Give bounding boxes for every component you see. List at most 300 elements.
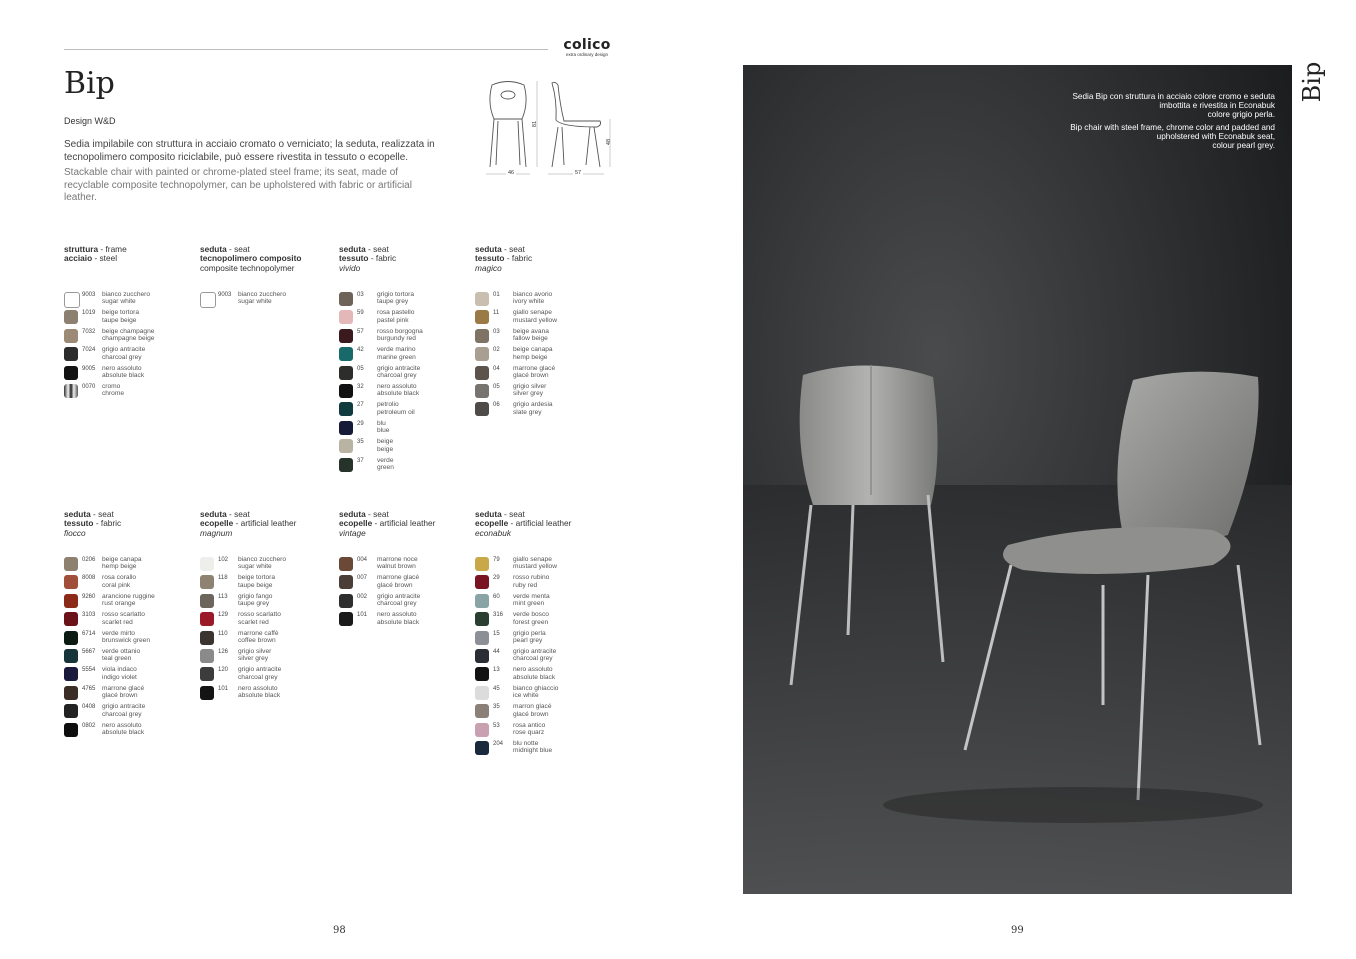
color-swatch xyxy=(200,667,214,681)
swatch-name xyxy=(377,401,415,416)
swatch-name-italian: bianco zucchero xyxy=(238,291,287,298)
swatch-name xyxy=(102,630,150,645)
brand-name: colico xyxy=(563,37,611,53)
swatch-item xyxy=(475,346,605,363)
swatch-name-italian: viola indaco xyxy=(102,666,137,674)
swatch-name xyxy=(513,309,557,324)
swatch-item xyxy=(64,556,194,573)
swatch-name-italian: grigio perla xyxy=(513,629,546,637)
color-swatch xyxy=(339,421,353,435)
color-swatch xyxy=(475,310,489,324)
swatch-name-english: ruby red xyxy=(513,581,538,589)
swatch-code: 44 xyxy=(493,649,500,655)
swatch-name-english: absolute black xyxy=(102,729,145,736)
swatch-code: 11 xyxy=(493,310,500,317)
swatch-code: 129 xyxy=(218,612,229,619)
swatch-name xyxy=(102,383,124,398)
swatch-name-english: absolute black xyxy=(377,390,420,398)
caption-en-line-2: upholstered with Econabuk seat, xyxy=(1156,131,1275,141)
color-swatch xyxy=(339,557,353,571)
group-collection-name xyxy=(475,529,605,538)
swatch-name-english: rose quarz xyxy=(513,729,545,736)
color-swatch xyxy=(475,329,489,343)
swatch-name-english: charcoal grey xyxy=(513,655,553,663)
swatch-item xyxy=(339,593,469,610)
swatch-code: 35 xyxy=(357,439,364,446)
swatch-item xyxy=(475,328,605,345)
swatch-code: 53 xyxy=(493,722,500,729)
swatch-name-italian: petrolio xyxy=(377,401,399,409)
swatch-item xyxy=(339,291,469,308)
description-italian: Sedia impilabile con struttura in acciaio cromato o verniciato; la seduta, realizzata in tecnopolimero composito riciclabile, può essere rivestita in tessuto o ecopelle. xyxy=(64,139,435,163)
color-swatch xyxy=(64,612,78,626)
swatch-item xyxy=(64,648,194,665)
swatch-name-english: absolute black xyxy=(238,692,281,700)
swatch-item xyxy=(475,648,605,665)
swatch-code: 13 xyxy=(493,667,500,674)
swatch-name xyxy=(102,648,140,663)
swatch-name xyxy=(513,666,555,681)
swatch-name-italian: grigio antracite xyxy=(238,666,282,674)
group-heading-bold: seduta xyxy=(339,244,366,254)
swatch-name-english: hemp beige xyxy=(513,353,548,361)
swatch-name xyxy=(513,401,553,416)
color-swatch xyxy=(475,347,489,361)
swatch-name xyxy=(377,593,420,608)
swatch-code: 79 xyxy=(493,557,500,563)
swatch-code: 102 xyxy=(218,557,229,563)
swatch-item xyxy=(475,722,605,739)
group-collection-name xyxy=(339,529,469,538)
swatch-name-english: sugar white xyxy=(238,298,272,306)
swatch-code: 0408 xyxy=(82,704,96,711)
swatch-code: 57 xyxy=(357,328,364,335)
page-number-left: 98 xyxy=(333,925,346,936)
swatch-name xyxy=(102,574,136,589)
swatch-name-italian: grigio tortora xyxy=(377,291,415,298)
swatch-item xyxy=(200,556,330,573)
swatch-name-english: glacé brown xyxy=(513,710,549,718)
swatch-name-italian: grigio fango xyxy=(238,592,273,600)
group-material-regular: - artificial leather xyxy=(372,518,436,529)
group-collection-name xyxy=(339,264,469,273)
swatch-name xyxy=(513,722,545,737)
color-swatch xyxy=(475,402,489,416)
group-collection-italic: vintage xyxy=(339,527,366,538)
color-swatch xyxy=(200,686,214,700)
group-collection-name xyxy=(200,529,330,538)
color-swatch xyxy=(339,366,353,380)
swatch-name-english: sugar white xyxy=(102,298,136,306)
swatch-name xyxy=(513,328,549,343)
swatch-name xyxy=(102,346,145,361)
swatch-item xyxy=(475,666,605,683)
group-collection-name xyxy=(475,264,605,273)
dim-seat-height: 48 xyxy=(606,138,613,146)
color-swatch xyxy=(339,612,353,626)
swatch-code: 120 xyxy=(218,667,229,674)
swatch-name-italian: verde bosco xyxy=(513,611,549,619)
group-heading-regular: - seat xyxy=(365,244,389,254)
swatch-name xyxy=(238,648,271,663)
swatch-name-italian: rosso scarlatto xyxy=(102,611,145,619)
swatch-item xyxy=(64,630,194,647)
swatch-name-english: marine green xyxy=(377,353,416,361)
swatch-name-italian: bianco ghiaccio xyxy=(513,684,559,692)
color-swatch xyxy=(64,667,78,681)
color-swatch xyxy=(64,704,78,718)
swatch-name xyxy=(377,438,393,453)
color-swatch xyxy=(475,741,489,755)
swatch-item xyxy=(475,740,605,757)
swatch-item xyxy=(200,611,330,628)
group-material-bold: ecopelle xyxy=(200,518,234,529)
swatch-item xyxy=(64,666,194,683)
swatch-name-italian: nero assoluto xyxy=(102,364,142,372)
group-material-regular: - artificial leather xyxy=(233,518,297,529)
header-rule xyxy=(64,49,548,50)
color-swatch xyxy=(64,366,78,380)
swatch-code: 04 xyxy=(493,365,500,372)
swatch-item xyxy=(475,593,605,610)
color-swatch xyxy=(339,402,353,416)
swatch-name xyxy=(102,685,144,700)
swatch-name-italian: grigio silver xyxy=(513,383,547,390)
color-swatch xyxy=(339,292,353,306)
swatch-code: 4765 xyxy=(82,685,96,692)
dim-width: 46 xyxy=(508,170,515,176)
group-heading-regular: - seat xyxy=(226,509,250,519)
swatch-name-italian: rosso borgogna xyxy=(377,327,423,335)
group-material-regular: - fabric xyxy=(93,518,122,529)
swatch-name xyxy=(102,611,145,626)
swatch-code: 9003 xyxy=(82,292,96,298)
group-material-bold: tessuto xyxy=(475,253,505,264)
swatch-code: 60 xyxy=(493,593,500,600)
swatch-name xyxy=(238,556,286,571)
caption-en-line-1: Bip chair with steel frame, chrome color and padded and xyxy=(1070,122,1275,132)
swatch-name-english: glacé brown xyxy=(377,581,413,589)
group-heading-regular: - seat xyxy=(501,509,525,519)
swatch-name xyxy=(238,593,272,608)
swatch-code: 0802 xyxy=(82,722,96,729)
swatch-code: 126 xyxy=(218,649,229,655)
swatch-code: 118 xyxy=(218,575,228,582)
group-heading-bold: seduta xyxy=(200,244,227,254)
swatch-code: 113 xyxy=(218,593,228,600)
swatch-item xyxy=(475,556,605,573)
group-heading-line-2 xyxy=(64,254,194,263)
group-collection-italic: econabuk xyxy=(475,527,511,538)
swatch-item xyxy=(64,383,194,400)
swatch-name-english: rust orange xyxy=(102,600,136,608)
color-swatch xyxy=(475,649,489,663)
swatch-name-english: taupe beige xyxy=(102,316,137,324)
swatch-name-italian: grigio ardesia xyxy=(513,401,553,409)
swatch-code: 6714 xyxy=(82,630,96,637)
swatch-item xyxy=(64,309,194,326)
swatch-code: 204 xyxy=(493,741,504,747)
swatch-name-english: fallow beige xyxy=(513,335,548,343)
swatch-name-english: pastel pink xyxy=(377,316,409,324)
swatch-name-italian: marrone glacé xyxy=(102,684,145,692)
swatch-code: 29 xyxy=(493,575,500,582)
group-material-bold: tessuto xyxy=(64,518,94,529)
color-swatch xyxy=(339,575,353,589)
swatch-name xyxy=(238,630,279,645)
swatch-name-english: scarlet red xyxy=(102,618,133,626)
color-swatch xyxy=(64,723,78,737)
swatch-code: 5554 xyxy=(82,667,96,674)
swatch-code: 35 xyxy=(493,704,500,711)
swatch-name xyxy=(238,574,275,589)
finish-group xyxy=(339,509,469,626)
swatch-name-english: silver grey xyxy=(238,655,269,663)
swatch-name-italian: bianco zucchero xyxy=(102,291,151,298)
swatch-code: 05 xyxy=(493,384,500,390)
color-swatch xyxy=(475,723,489,737)
swatch-name xyxy=(513,703,551,718)
swatch-name xyxy=(377,574,419,589)
swatch-item xyxy=(475,574,605,591)
photo-caption xyxy=(1035,92,1275,150)
swatch-code: 0070 xyxy=(82,384,96,390)
swatch-code: 02 xyxy=(493,347,500,354)
swatch-item xyxy=(200,666,330,683)
swatch-code: 06 xyxy=(493,402,500,409)
swatch-name-english: champagne beige xyxy=(102,335,155,343)
group-collection-italic: vivido xyxy=(339,262,361,273)
caption-it-line-2: imbottita e rivestita in Econabuk xyxy=(1159,101,1275,111)
dim-height: 81 xyxy=(532,120,539,128)
swatch-name xyxy=(513,740,552,755)
swatch-code: 7024 xyxy=(82,347,96,354)
swatch-name-italian: rosa pastello xyxy=(377,309,415,317)
color-swatch xyxy=(200,557,214,571)
swatch-name-english: ivory white xyxy=(513,298,545,306)
swatch-name-italian: rosso scarlatto xyxy=(238,611,281,619)
swatch-name-italian: verde menta xyxy=(513,592,550,600)
swatch-name xyxy=(513,346,553,361)
swatch-item xyxy=(200,291,330,308)
swatch-item xyxy=(339,438,469,455)
swatch-name xyxy=(102,309,139,324)
swatch-item xyxy=(339,346,469,363)
swatch-name-english: taupe beige xyxy=(238,581,273,589)
swatch-name-english: charcoal grey xyxy=(377,600,417,608)
swatch-name-italian: marrone caffè xyxy=(238,629,279,637)
swatch-item xyxy=(64,291,194,308)
swatch-name-english: brunswick green xyxy=(102,637,151,644)
swatch-item xyxy=(339,574,469,591)
swatch-name-italian: nero assoluto xyxy=(377,611,417,619)
color-swatch xyxy=(475,575,489,589)
color-swatch xyxy=(475,667,489,681)
swatch-item xyxy=(339,457,469,474)
color-swatch xyxy=(64,384,78,398)
group-heading-bold: seduta xyxy=(64,509,91,519)
swatch-code: 002 xyxy=(357,593,368,600)
swatch-name-italian: grigio antracite xyxy=(377,364,421,372)
swatch-name-english: slate grey xyxy=(513,408,542,416)
swatch-code: 03 xyxy=(357,292,364,298)
swatch-name-italian: rosso rubino xyxy=(513,574,550,582)
color-swatch xyxy=(475,686,489,700)
swatch-name-italian: beige avana xyxy=(513,327,549,335)
swatch-name xyxy=(102,722,144,737)
swatch-name-english: midnight blue xyxy=(513,747,553,755)
swatch-code: 03 xyxy=(493,328,500,335)
color-swatch xyxy=(64,631,78,645)
swatch-name xyxy=(377,457,394,472)
swatch-name-english: glacé brown xyxy=(102,692,138,700)
swatch-item xyxy=(475,309,605,326)
swatch-name-italian: verde mirto xyxy=(102,629,135,637)
swatch-name-italian: verde ottanio xyxy=(102,648,141,655)
group-material-bold: tessuto xyxy=(339,253,369,264)
swatch-code: 004 xyxy=(357,557,368,563)
swatch-name-english: blue xyxy=(377,427,390,435)
swatch-name-italian: nero assoluto xyxy=(513,666,553,674)
swatch-name-italian: marrone glacé xyxy=(377,574,420,582)
swatch-name xyxy=(102,703,145,718)
group-heading-regular: - seat xyxy=(501,244,525,254)
group-heading-bold: seduta xyxy=(475,244,502,254)
swatch-name-italian: grigio silver xyxy=(238,648,272,655)
side-title-text: Bip xyxy=(1298,61,1326,103)
swatch-name xyxy=(238,685,280,700)
color-swatch xyxy=(64,329,78,343)
swatch-name xyxy=(513,291,552,306)
swatch-name-italian: grigio antracite xyxy=(513,648,557,655)
swatch-name xyxy=(238,291,286,306)
swatch-code: 05 xyxy=(357,365,364,372)
swatch-item xyxy=(475,703,605,720)
color-swatch xyxy=(475,384,489,398)
swatch-name-english: glacé brown xyxy=(513,372,549,379)
swatch-item xyxy=(200,574,330,591)
group-material-bold: tecnopolimero composito xyxy=(200,253,302,264)
swatch-name xyxy=(377,383,419,398)
swatch-name xyxy=(513,611,549,626)
group-material-bold: acciaio xyxy=(64,253,93,264)
technical-drawing xyxy=(482,75,617,180)
swatch-name-english: green xyxy=(377,464,394,471)
group-material-regular: - fabric xyxy=(368,253,397,264)
swatch-name-english: coral pink xyxy=(102,581,131,589)
group-heading-bold: seduta xyxy=(339,509,366,519)
swatch-item xyxy=(64,365,194,382)
group-heading-regular: - seat xyxy=(90,509,114,519)
swatch-item xyxy=(475,685,605,702)
swatch-name xyxy=(513,685,558,700)
swatch-item xyxy=(200,630,330,647)
product-title: Bip xyxy=(64,66,115,101)
swatch-name-english: charcoal grey xyxy=(102,353,142,361)
swatch-name-italian: marron glacé xyxy=(513,703,552,711)
swatch-name xyxy=(513,556,557,571)
swatch-code: 01 xyxy=(493,292,500,298)
swatch-name xyxy=(102,593,155,608)
swatch-name-italian: beige champagne xyxy=(102,327,155,335)
swatch-name-italian: verde marino xyxy=(377,346,416,354)
swatch-code: 29 xyxy=(357,420,364,427)
swatch-name xyxy=(102,291,150,306)
swatch-item xyxy=(64,346,194,363)
swatch-item xyxy=(64,685,194,702)
finish-group xyxy=(64,509,194,736)
swatch-name-italian: beige canapa xyxy=(513,346,553,354)
color-swatch xyxy=(200,594,214,608)
swatch-item xyxy=(339,365,469,382)
swatch-name-english: teal green xyxy=(102,655,132,663)
swatch-name-italian: nero assoluto xyxy=(102,721,142,729)
swatch-name-english: mint green xyxy=(513,600,545,608)
finish-group xyxy=(200,244,330,306)
swatch-item xyxy=(64,328,194,345)
color-swatch xyxy=(64,575,78,589)
swatch-name-italian: grigio antracite xyxy=(102,703,146,711)
swatch-name-english: mustard yellow xyxy=(513,316,557,324)
group-heading-bold: seduta xyxy=(475,509,502,519)
color-swatch xyxy=(475,704,489,718)
group-collection-italic: fiocco xyxy=(64,527,86,538)
swatch-item xyxy=(339,611,469,628)
finish-group xyxy=(339,244,469,471)
swatch-name-italian: marrone glacé xyxy=(513,364,556,372)
swatch-name-english: charcoal grey xyxy=(102,710,142,718)
group-material-regular: - steel xyxy=(92,253,118,264)
swatch-name xyxy=(377,291,414,306)
swatch-name-italian: beige xyxy=(377,438,394,446)
swatch-name-english: forest green xyxy=(513,618,549,626)
swatch-name-italian: beige tortora xyxy=(102,309,140,317)
group-material-regular: - fabric xyxy=(504,253,533,264)
designer-credit: Design W&D xyxy=(64,116,116,126)
swatch-code: 45 xyxy=(493,685,500,692)
swatch-name-italian: grigio antracite xyxy=(377,592,421,600)
color-swatch xyxy=(475,557,489,571)
color-swatch xyxy=(64,347,78,361)
swatch-item xyxy=(475,383,605,400)
swatch-item xyxy=(475,611,605,628)
swatch-name-english: silver grey xyxy=(513,390,544,398)
finish-group xyxy=(200,509,330,700)
group-heading-regular: - seat xyxy=(226,244,250,254)
group-collection-name xyxy=(64,529,194,538)
color-swatch xyxy=(200,631,214,645)
swatch-name-italian: giallo senape xyxy=(513,556,552,563)
swatch-item xyxy=(475,401,605,418)
swatch-name-english: sugar white xyxy=(238,563,272,571)
brand-tagline: extra ordinary design xyxy=(565,52,609,57)
swatch-code: 316 xyxy=(493,612,504,619)
swatch-name-italian: blu notte xyxy=(513,740,539,747)
swatch-item xyxy=(475,291,605,308)
color-swatch xyxy=(64,649,78,663)
swatch-code: 0206 xyxy=(82,557,96,563)
swatch-name xyxy=(102,556,142,571)
group-collection-name xyxy=(200,264,330,273)
color-swatch xyxy=(339,310,353,324)
swatch-item xyxy=(339,309,469,326)
swatch-item xyxy=(339,401,469,418)
finish-group xyxy=(64,244,194,398)
swatch-name xyxy=(102,365,144,380)
color-swatch xyxy=(64,594,78,608)
swatch-name-italian: giallo senape xyxy=(513,309,552,317)
swatch-name-italian: grigio antracite xyxy=(102,346,146,354)
